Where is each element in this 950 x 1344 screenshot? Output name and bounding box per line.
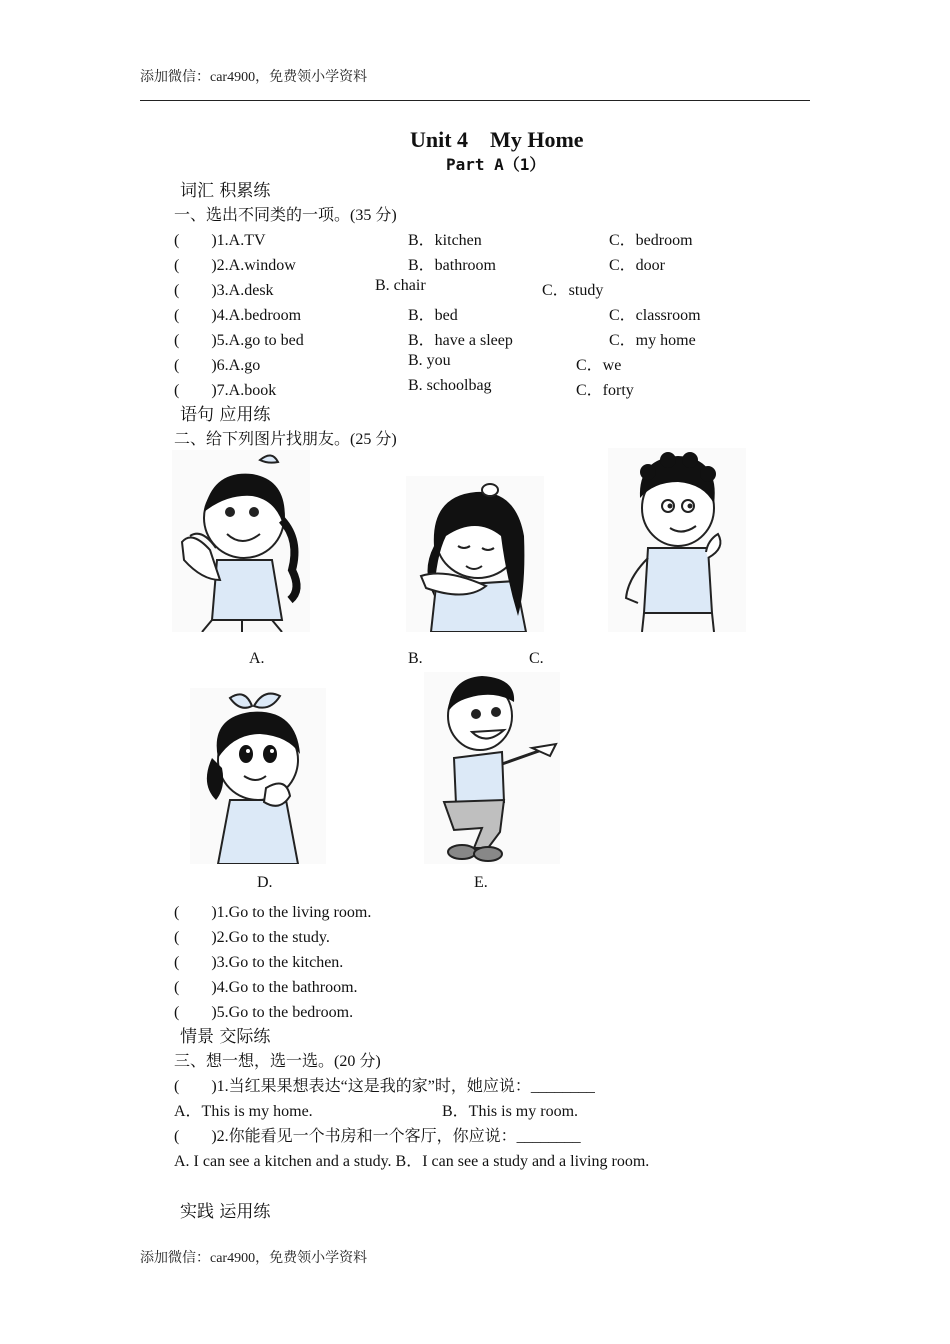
page-footer: 添加微信：car4900，免费领小学资料 bbox=[140, 1251, 368, 1266]
section-practice: 实践 运用练 bbox=[180, 1202, 271, 1222]
picture-label-d: D. bbox=[257, 874, 273, 891]
part2-item: ( )1.Go to the living room. bbox=[174, 904, 372, 921]
part1-item-option-c: C．classroom bbox=[609, 307, 701, 324]
picture-label-b: B. bbox=[408, 650, 423, 667]
part3-q2-options: A. I can see a kitchen and a study. B．I can see a study and a living room. bbox=[174, 1153, 650, 1170]
part1-item-option-b: B．have a sleep bbox=[408, 332, 513, 349]
girl-clapping-picture bbox=[172, 450, 310, 632]
section-vocab: 词汇 积累练 bbox=[180, 181, 271, 201]
picture-label-c: C. bbox=[529, 650, 544, 667]
section-scene: 情景 交际练 bbox=[180, 1027, 271, 1047]
part3-heading: 三、想一想，选一选。(20 分) bbox=[174, 1053, 381, 1070]
part1-item-stem: ( )5.A.go to bed bbox=[174, 332, 304, 349]
boy-curly-hair-picture bbox=[608, 448, 746, 632]
part1-item-stem: ( )6.A.go bbox=[174, 357, 261, 374]
part1-item-option-b: B．bathroom bbox=[408, 257, 496, 274]
unit-title: Unit 4 My Home bbox=[410, 127, 584, 152]
part1-item-stem: ( )1.A.TV bbox=[174, 232, 266, 249]
part1-item-stem: ( )7.A.book bbox=[174, 382, 277, 399]
part1-item-option-c: C．door bbox=[609, 257, 666, 274]
boy-pointing-picture bbox=[424, 672, 560, 864]
header-divider bbox=[140, 100, 810, 101]
part-subtitle: Part A（1） bbox=[446, 155, 546, 174]
girl-sleeping-picture bbox=[406, 476, 544, 632]
part2-heading: 二、给下列图片找朋友。(25 分) bbox=[174, 431, 397, 448]
part2-item: ( )4.Go to the bathroom. bbox=[174, 979, 358, 996]
part3-question-1: ( )1.当红果果想表达“这是我的家”时，她应说：________ bbox=[174, 1078, 595, 1095]
picture-label-e: E. bbox=[474, 874, 488, 891]
part1-heading: 一、选出不同类的一项。(35 分) bbox=[174, 207, 397, 224]
part1-item-option-c: C．study bbox=[542, 282, 604, 299]
part1-item-option-b: B. chair bbox=[375, 277, 426, 294]
part1-item-option-b: B. you bbox=[408, 352, 451, 369]
part1-item-stem: ( )2.A.window bbox=[174, 257, 296, 274]
part3-question-2: ( )2.你能看见一个书房和一个客厅，你应说：________ bbox=[174, 1128, 581, 1145]
part1-item-option-c: C．forty bbox=[576, 382, 634, 399]
part1-item-option-b: B．bed bbox=[408, 307, 458, 324]
girl-bow-thinking-picture bbox=[190, 688, 326, 864]
part1-item-stem: ( )4.A.bedroom bbox=[174, 307, 302, 324]
page-header: 添加微信：car4900，免费领小学资料 bbox=[140, 70, 368, 85]
part3-q1-option-b: B．This is my room. bbox=[442, 1103, 579, 1120]
part1-item-option-c: C．we bbox=[576, 357, 622, 374]
part1-item-stem: ( )3.A.desk bbox=[174, 282, 274, 299]
part1-item-option-b: B. schoolbag bbox=[408, 377, 492, 394]
part2-item: ( )5.Go to the bedroom. bbox=[174, 1004, 354, 1021]
part2-item: ( )2.Go to the study. bbox=[174, 929, 330, 946]
picture-label-a: A. bbox=[249, 650, 265, 667]
part2-item: ( )3.Go to the kitchen. bbox=[174, 954, 344, 971]
part1-item-option-c: C．bedroom bbox=[609, 232, 693, 249]
part3-q1-option-a: A．This is my home. bbox=[174, 1103, 313, 1120]
part1-item-option-c: C．my home bbox=[609, 332, 696, 349]
section-sentence: 语句 应用练 bbox=[180, 405, 271, 425]
part1-item-option-b: B．kitchen bbox=[408, 232, 482, 249]
